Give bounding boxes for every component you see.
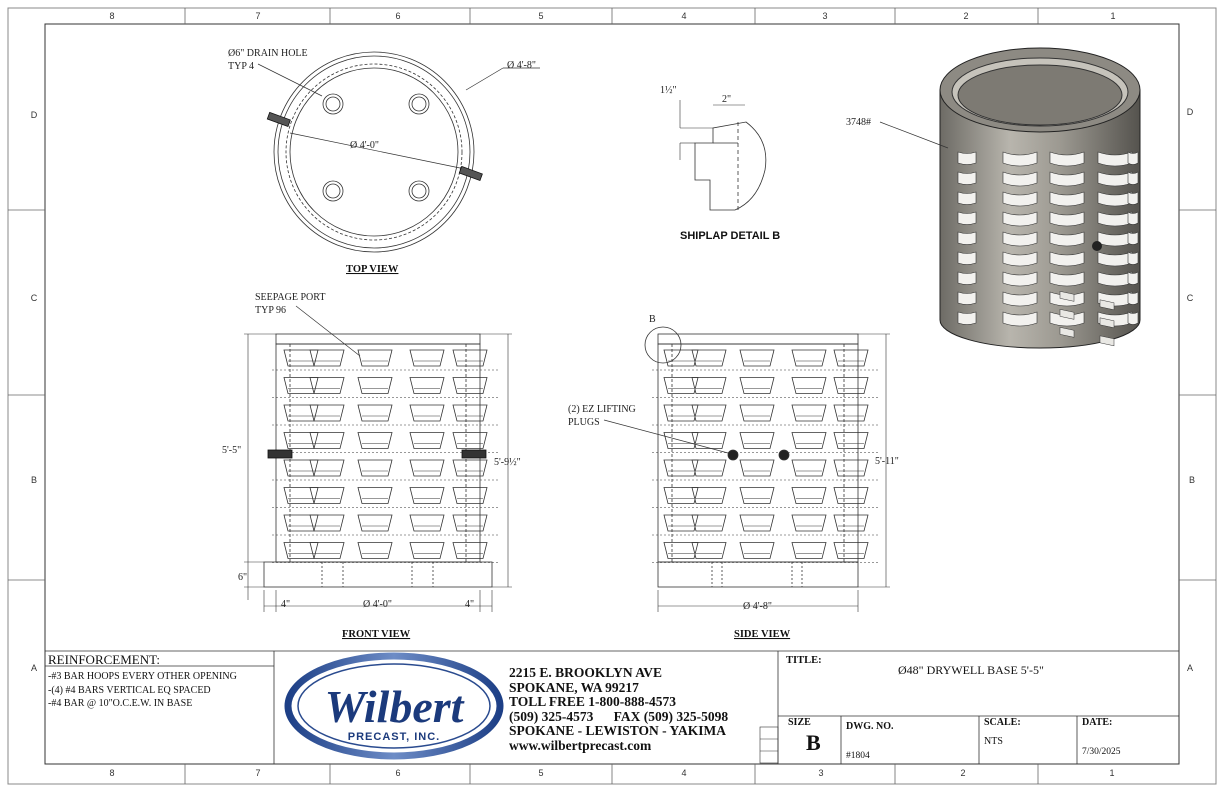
front-base-height: 6" [238, 572, 248, 583]
side-seepage-ports [652, 350, 880, 563]
shiplap-detail [680, 100, 766, 210]
iso-seepage-port [958, 272, 976, 285]
zone-row-left: B [30, 475, 38, 485]
reinforcement-item: -(4) #4 BARS VERTICAL EQ SPACED [48, 684, 211, 696]
front-view-title: FRONT VIEW [342, 629, 411, 640]
seepage-port [740, 433, 774, 449]
dwg-no-label: DWG. NO. [846, 721, 894, 732]
seepage-port [834, 543, 868, 559]
seepage-port [453, 433, 487, 449]
seepage-port [740, 515, 774, 531]
seepage-port [284, 515, 318, 531]
iso-seepage-port [958, 232, 976, 245]
address-line: SPOKANE - LEWISTON - YAKIMA [509, 723, 727, 738]
detail-b-marker: B [649, 314, 656, 325]
seepage-leader [296, 306, 360, 356]
zone-col-bottom: 2 [960, 768, 966, 778]
zone-row-right: D [1186, 107, 1194, 117]
seepage-port [410, 350, 444, 366]
logo-name: Wilbert [324, 681, 464, 732]
side-lifting-plugs [728, 450, 789, 460]
zone-col-top: 4 [681, 11, 687, 21]
front-wall-right: 4" [465, 599, 475, 610]
reinforcement-heading: REINFORCEMENT: [48, 652, 161, 667]
iso-seepage-port [958, 172, 976, 185]
seepage-port [792, 405, 826, 421]
iso-seepage-port [1128, 192, 1138, 205]
seepage-port [410, 433, 444, 449]
zone-row-left: A [30, 663, 38, 673]
zone-col-bottom: 5 [538, 768, 544, 778]
seepage-port-typ: TYP 96 [255, 305, 287, 316]
seepage-port [310, 460, 344, 476]
company-address [509, 666, 728, 753]
seepage-port [834, 378, 868, 394]
iso-seepage-port [1128, 172, 1138, 185]
iso-seepage-port [958, 292, 976, 305]
seepage-port-label: SEEPAGE PORT [255, 292, 326, 303]
dwg-no-value: #1804 [846, 751, 870, 761]
seepage-port [410, 378, 444, 394]
seepage-port [453, 405, 487, 421]
iso-seepage-port [1128, 152, 1138, 165]
seepage-port [358, 405, 392, 421]
seepage-port [310, 515, 344, 531]
scale-value: NTS [984, 736, 1003, 747]
seepage-port [284, 488, 318, 504]
zone-row-left: D [30, 110, 38, 120]
outer-dia-label: Ø 4'-8" [507, 60, 536, 71]
seepage-port [792, 543, 826, 559]
front-height-right: 5'-9½" [494, 457, 521, 468]
iso-seepage-port [958, 152, 976, 165]
zone-col-bottom: 4 [681, 768, 687, 778]
seepage-port [453, 378, 487, 394]
lifting-plugs-label: (2) EZ LIFTING [568, 404, 636, 415]
zone-col-top: 5 [538, 11, 544, 21]
seepage-port [792, 515, 826, 531]
iso-seepage-port [958, 252, 976, 265]
inner-dia-label: Ø 4'-0" [350, 140, 379, 151]
seepage-port [358, 543, 392, 559]
side-view-labels [568, 314, 899, 640]
shiplap-labels [660, 85, 780, 242]
iso-seepage-port [1128, 272, 1138, 285]
logo-sub: PRECAST, INC. [347, 731, 441, 743]
seepage-port [792, 350, 826, 366]
zone-row-right: C [1186, 293, 1194, 303]
seepage-port [740, 350, 774, 366]
seepage-port [453, 515, 487, 531]
seepage-port [358, 488, 392, 504]
size-value: B [806, 730, 821, 755]
seepage-port [834, 488, 868, 504]
front-wall-left: 4" [281, 599, 291, 610]
scale-label: SCALE: [984, 717, 1021, 728]
zone-col-bottom: 3 [818, 768, 824, 778]
iso-seepage-port [1128, 212, 1138, 225]
zone-row-right: B [1188, 475, 1196, 485]
seepage-port [310, 350, 344, 366]
zone-col-bottom: 8 [109, 768, 115, 778]
seepage-port [740, 378, 774, 394]
seepage-port [284, 460, 318, 476]
iso-seepage-port [958, 192, 976, 205]
wilbert-logo [288, 656, 500, 756]
seepage-port [453, 543, 487, 559]
front-width: Ø 4'-0" [363, 599, 392, 610]
seepage-port [310, 488, 344, 504]
front-lifting-plugs [268, 450, 486, 458]
date-value: 7/30/2025 [1082, 747, 1121, 757]
seepage-port [410, 405, 444, 421]
address-line: (509) 325-4573 FAX (509) 325-5098 [509, 708, 729, 724]
side-view-title: SIDE VIEW [734, 629, 791, 640]
top-view [258, 52, 540, 252]
title-value: Ø48" DRYWELL BASE 5'-5" [898, 663, 1044, 677]
detail-b-circle [645, 327, 681, 363]
shiplap-dim-b: 2" [722, 94, 732, 105]
seepage-port [284, 350, 318, 366]
top-view-title: TOP VIEW [346, 264, 399, 275]
seepage-port [310, 543, 344, 559]
drain-hole-typ: TYP 4 [228, 61, 255, 72]
iso-view [880, 0, 1140, 348]
seepage-port [740, 460, 774, 476]
seepage-port [740, 543, 774, 559]
seepage-port [834, 405, 868, 421]
zone-col-top: 3 [822, 11, 828, 21]
seepage-port [410, 543, 444, 559]
seepage-port [410, 488, 444, 504]
reinforcement-list [48, 670, 237, 711]
seepage-port [453, 488, 487, 504]
side-view [604, 327, 890, 612]
seepage-port [740, 488, 774, 504]
iso-seepage-port [1128, 312, 1138, 325]
seepage-port [358, 350, 392, 366]
iso-seepage-port [958, 212, 976, 225]
zone-col-top: 6 [395, 11, 401, 21]
side-height: 5'-11" [875, 456, 899, 467]
seepage-port [284, 378, 318, 394]
reinforcement-item: -#3 BAR HOOPS EVERY OTHER OPENING [48, 671, 237, 682]
iso-seepage-port [1128, 252, 1138, 265]
seepage-port [358, 433, 392, 449]
front-dimensions [244, 334, 512, 612]
address-line: TOLL FREE 1-800-888-4573 [509, 694, 677, 709]
address-line: SPOKANE, WA 99217 [509, 679, 639, 695]
iso-seepage-port [1128, 232, 1138, 245]
address-line: 2215 E. BROOKLYN AVE [509, 665, 663, 680]
zone-row-left: C [30, 293, 38, 303]
seepage-port [410, 460, 444, 476]
seepage-port [834, 433, 868, 449]
zone-col-top: 8 [109, 11, 115, 21]
outer-dia-leader [466, 68, 503, 90]
seepage-port [453, 350, 487, 366]
front-view [244, 306, 512, 612]
seepage-port [310, 433, 344, 449]
zone-col-top: 1 [1110, 11, 1116, 21]
seepage-port [310, 405, 344, 421]
iso-lifting-plug [1092, 241, 1102, 251]
seepage-port [792, 433, 826, 449]
zone-row-right: A [1186, 663, 1194, 673]
seepage-port [453, 460, 487, 476]
lifting-plugs-label-2: PLUGS [568, 417, 600, 428]
side-width: Ø 4'-8" [743, 601, 772, 612]
shiplap-title: SHIPLAP DETAIL B [680, 230, 781, 242]
zone-col-top: 7 [255, 11, 261, 21]
zone-col-bottom: 7 [255, 768, 261, 778]
seepage-port [310, 378, 344, 394]
iso-weight-label: 3748# [846, 117, 871, 128]
seepage-port [410, 515, 444, 531]
seepage-port [740, 405, 774, 421]
shiplap-dim-a: 1½" [660, 85, 677, 96]
seepage-port [834, 515, 868, 531]
seepage-port [792, 378, 826, 394]
seepage-port [358, 378, 392, 394]
seepage-port [284, 405, 318, 421]
iso-seepage-port [958, 312, 976, 325]
iso-seepage-port [1128, 292, 1138, 305]
seepage-port [792, 488, 826, 504]
seepage-port [834, 460, 868, 476]
side-dimensions [658, 334, 890, 612]
seepage-port [284, 433, 318, 449]
reinforcement-item: -#4 BAR @ 10"O.C.E.W. IN BASE [48, 698, 193, 709]
size-label: SIZE [788, 717, 811, 728]
front-height-left: 5'-5" [222, 445, 242, 456]
zone-col-bottom: 6 [395, 768, 401, 778]
drain-hole-label: Ø6" DRAIN HOLE [228, 48, 308, 59]
title-label: TITLE: [786, 655, 822, 666]
seepage-port [834, 350, 868, 366]
address-line: www.wilbertprecast.com [509, 737, 652, 753]
zone-col-top: 2 [963, 11, 969, 21]
seepage-port [358, 515, 392, 531]
seepage-port [358, 460, 392, 476]
zone-col-bottom: 1 [1109, 768, 1115, 778]
date-label: DATE: [1082, 717, 1113, 728]
seepage-port [284, 543, 318, 559]
seepage-port [792, 460, 826, 476]
drain-leader [258, 64, 322, 96]
